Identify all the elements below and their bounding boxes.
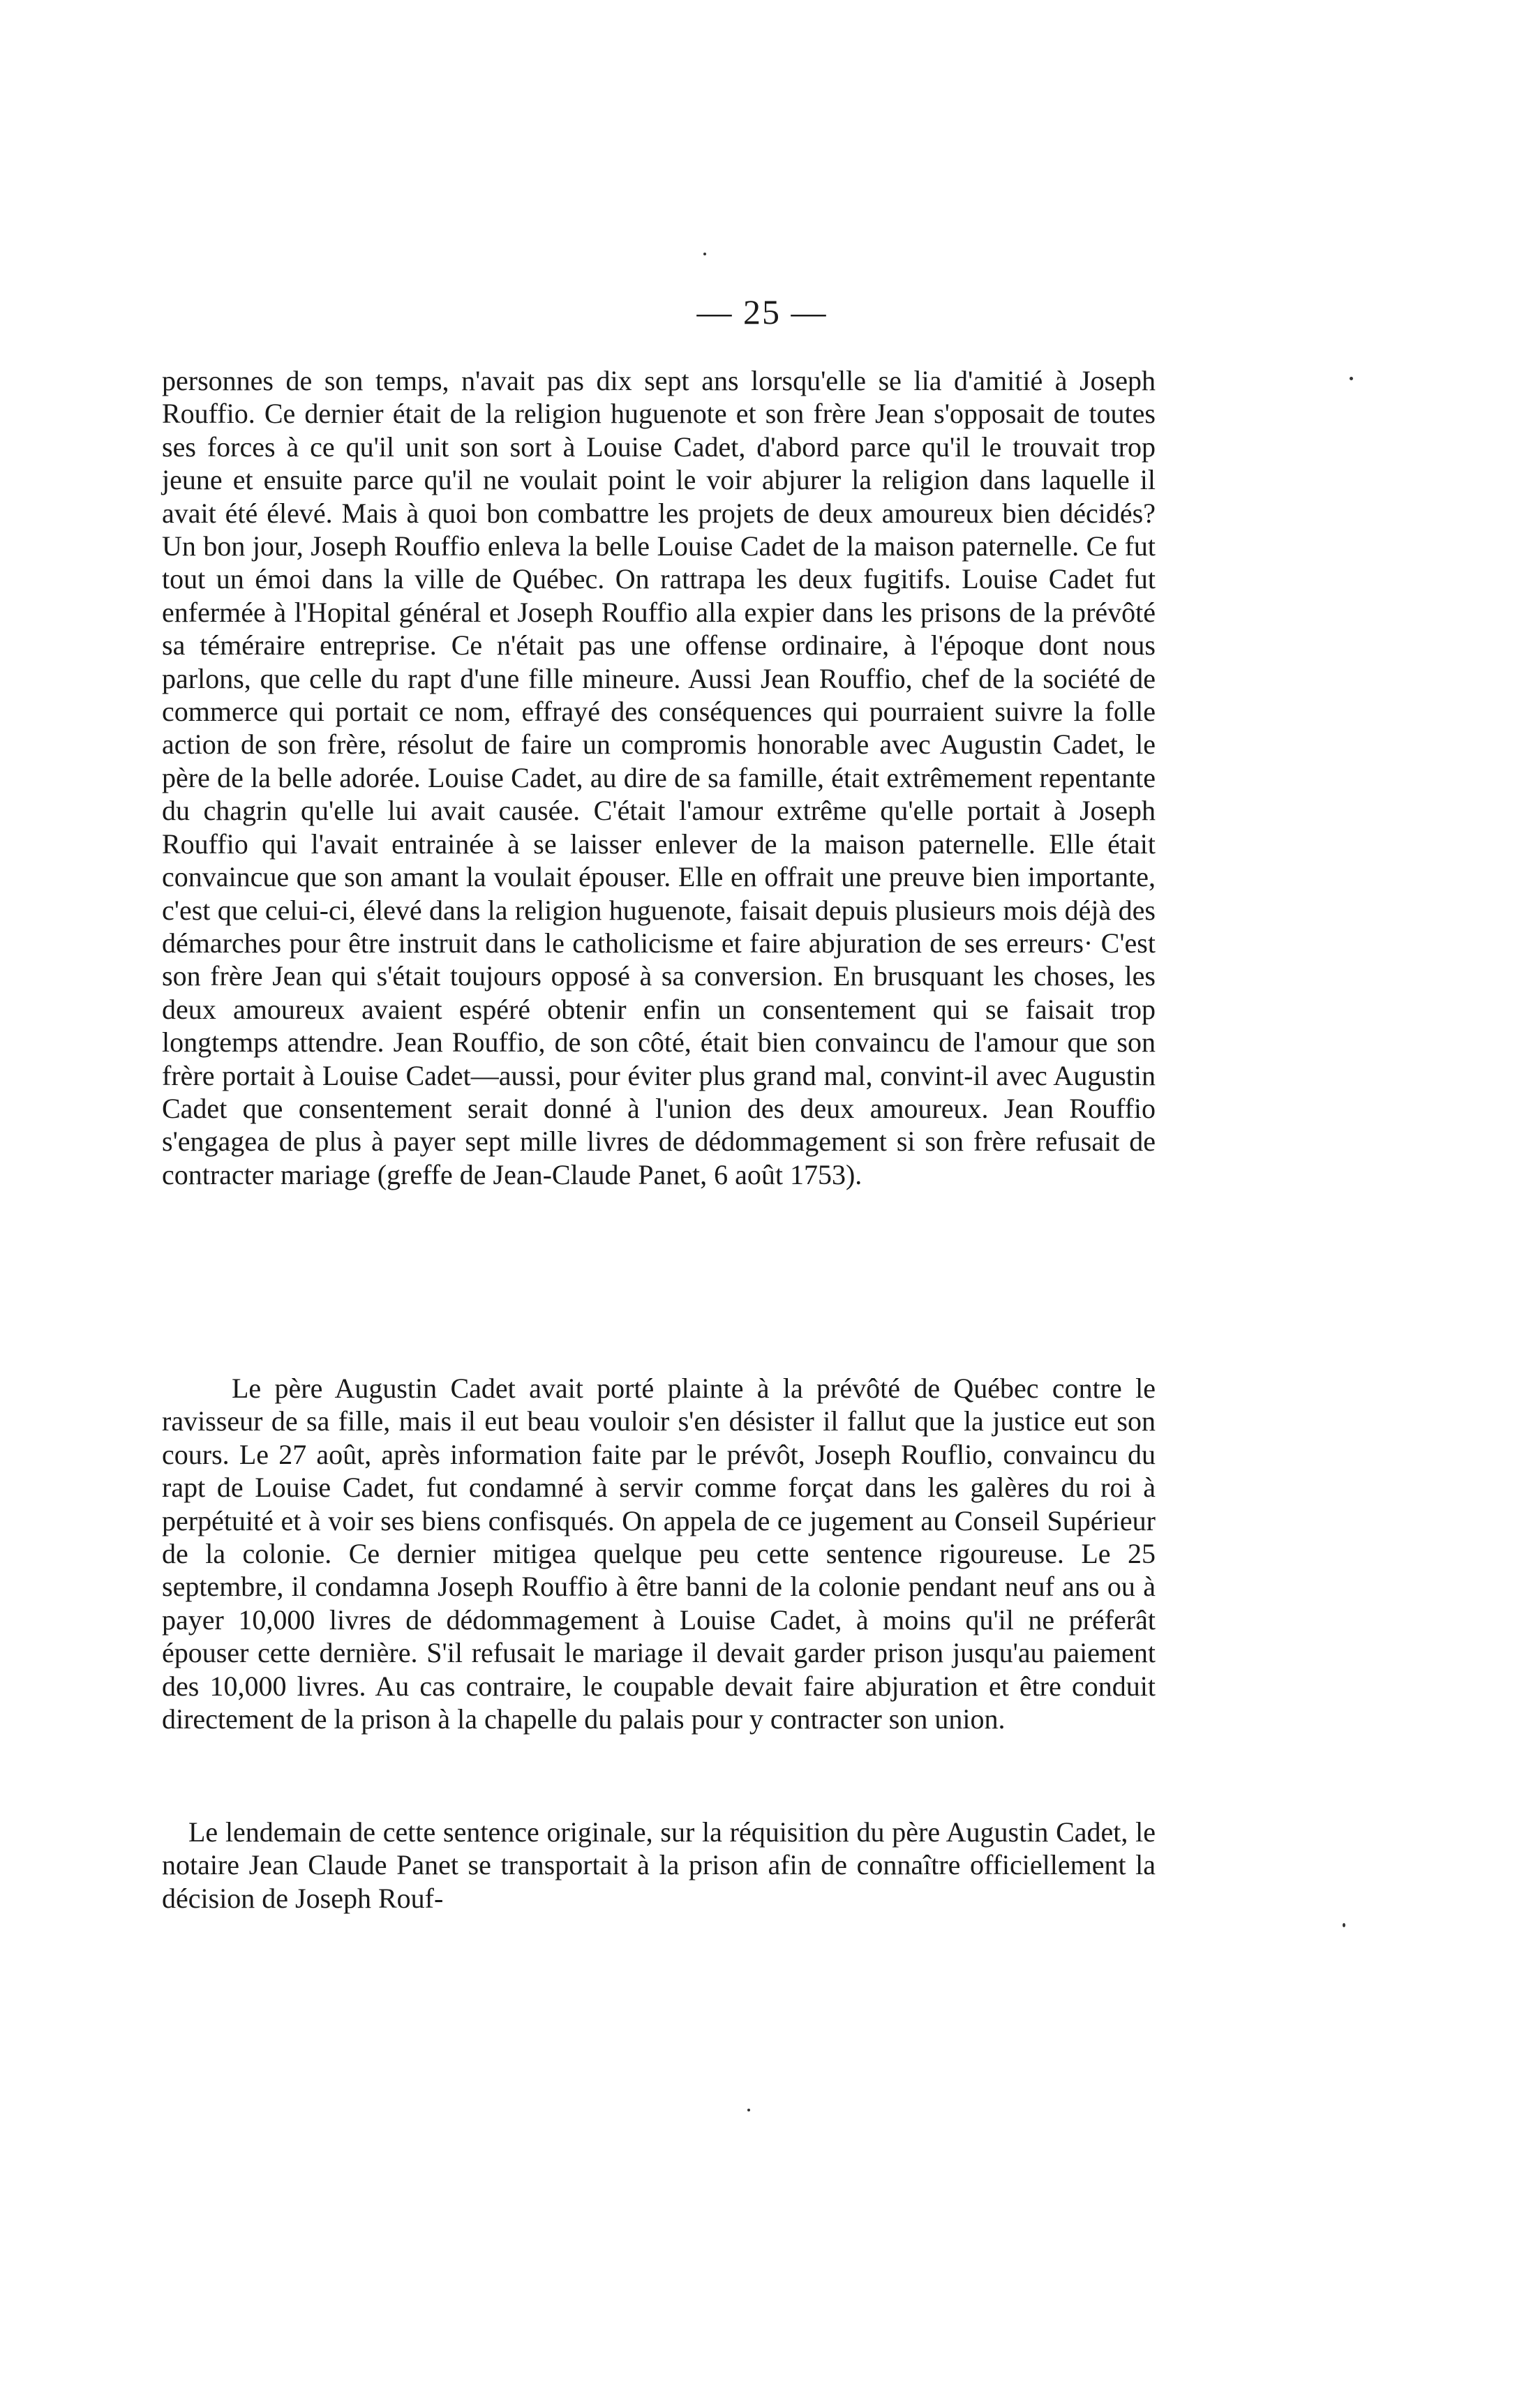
scan-speck xyxy=(1350,377,1353,380)
scan-speck xyxy=(747,2109,750,2111)
paragraph-2: Le père Augustin Cadet avait porté plainte à la prévôté de Québec contre le ravisseur de sa fille, mais il eut beau vouloir s'en désister il fallut que la justice eut son cours. Le 27 août, après information faite par le prévôt, Joseph Rouflio, convaincu du rapt de Louise Cadet, fut condamné à servir comme forçat dans les galères du roi à perpétuité et à voir ses biens confisqués. On appela de ce jugement au Conseil Supérieur de la colonie. Ce dernier mitigea quelque peu cette sentence rigoureuse. Le 25 septembre, il condamna Joseph Rouffio à être banni de la colonie pendant neuf ans ou à payer 10,000 livres de dédommagement à Louise Cadet, à moins qu'il ne préferât épouser cette dernière. S'il refusait le mariage il devait garder prison jusqu'au paiement des 10,000 livres. Au cas contraire, le coupable devait faire abjuration et être conduit directement de la prison à la chapelle du palais pour y contracter son union. xyxy=(162,1373,1156,1735)
paragraph-3: Le lendemain de cette sentence originale, sur la réquisition du père Augustin Cadet, le notaire Jean Claude Panet se transportait à la prison afin de connaître officiellement la décision de Joseph Rouf- xyxy=(162,1816,1156,1914)
paragraph-1: personnes de son temps, n'avait pas dix sept ans lorsqu'elle se lia d'amitié à Joseph Rouffio. Ce dernier était de la religion huguenote et son frère Jean s'opposait de toutes ses forces à ce qu'il unit son sort à Louise Cadet, d'abord parce qu'il le trouvait trop jeune et ensuite parce qu'il ne voulait point le voir abjurer la religion dans laquelle il avait été élevé. Mais à quoi bon combattre les projets de deux amoureux bien décidés? Un bon jour, Joseph Rouffio enleva la belle Louise Cadet de la maison paternelle. Ce fut tout un émoi dans la ville de Québec. On rattrapa les deux fugitifs. Louise Cadet fut enfermée à l'Hopital général et Joseph Rouffio alla expier dans les prisons de la prévôté sa téméraire entreprise. Ce n'était pas une offense ordinaire, à l'époque dont nous parlons, que celle du rapt d'une fille mineure. Aussi Jean Rouffio, chef de la société de commerce qui portait ce nom, effrayé des conséquences qui pourraient suivre la folle action de son frère, résolut de faire un compromis honorable avec Augustin Cadet, le père de la belle adorée. Louise Cadet, au dire de sa famille, était extrêmement repentante du chagrin qu'elle lui avait causée. C'était l'amour extrême qu'elle portait à Joseph Rouffio qui l'avait entrainée à se laisser enlever de la maison paternelle. Elle était convaincue que son amant la voulait épouser. Elle en offrait une preuve bien importante, c'est que celui-ci, élevé dans la religion huguenote, faisait depuis plusieurs mois déjà des démarches pour être instruit dans le catholicisme et faire abjuration de ses erreurs· C'est son frère Jean qui s'était toujours opposé à sa conversion. En brusquant les choses, les deux amoureux avaient espéré obtenir enfin un consentement qui se faisait trop longtemps attendre. Jean Rouffio, de son côté, était bien convaincu de l'amour que son frère portait à Louise Cadet—aussi, pour éviter plus grand mal, convint-il avec Augustin Cadet que consentement serait donné à l'union des deux amoureux. Jean Rouffio s'engagea de plus à payer sept mille livres de dédommagement si son frère refusait de contracter mariage (greffe de Jean-Claude Panet, 6 août 1753). xyxy=(162,365,1156,1190)
scan-speck xyxy=(703,253,706,255)
scan-speck xyxy=(1343,1923,1345,1927)
page-number: — 25 — xyxy=(696,292,828,331)
